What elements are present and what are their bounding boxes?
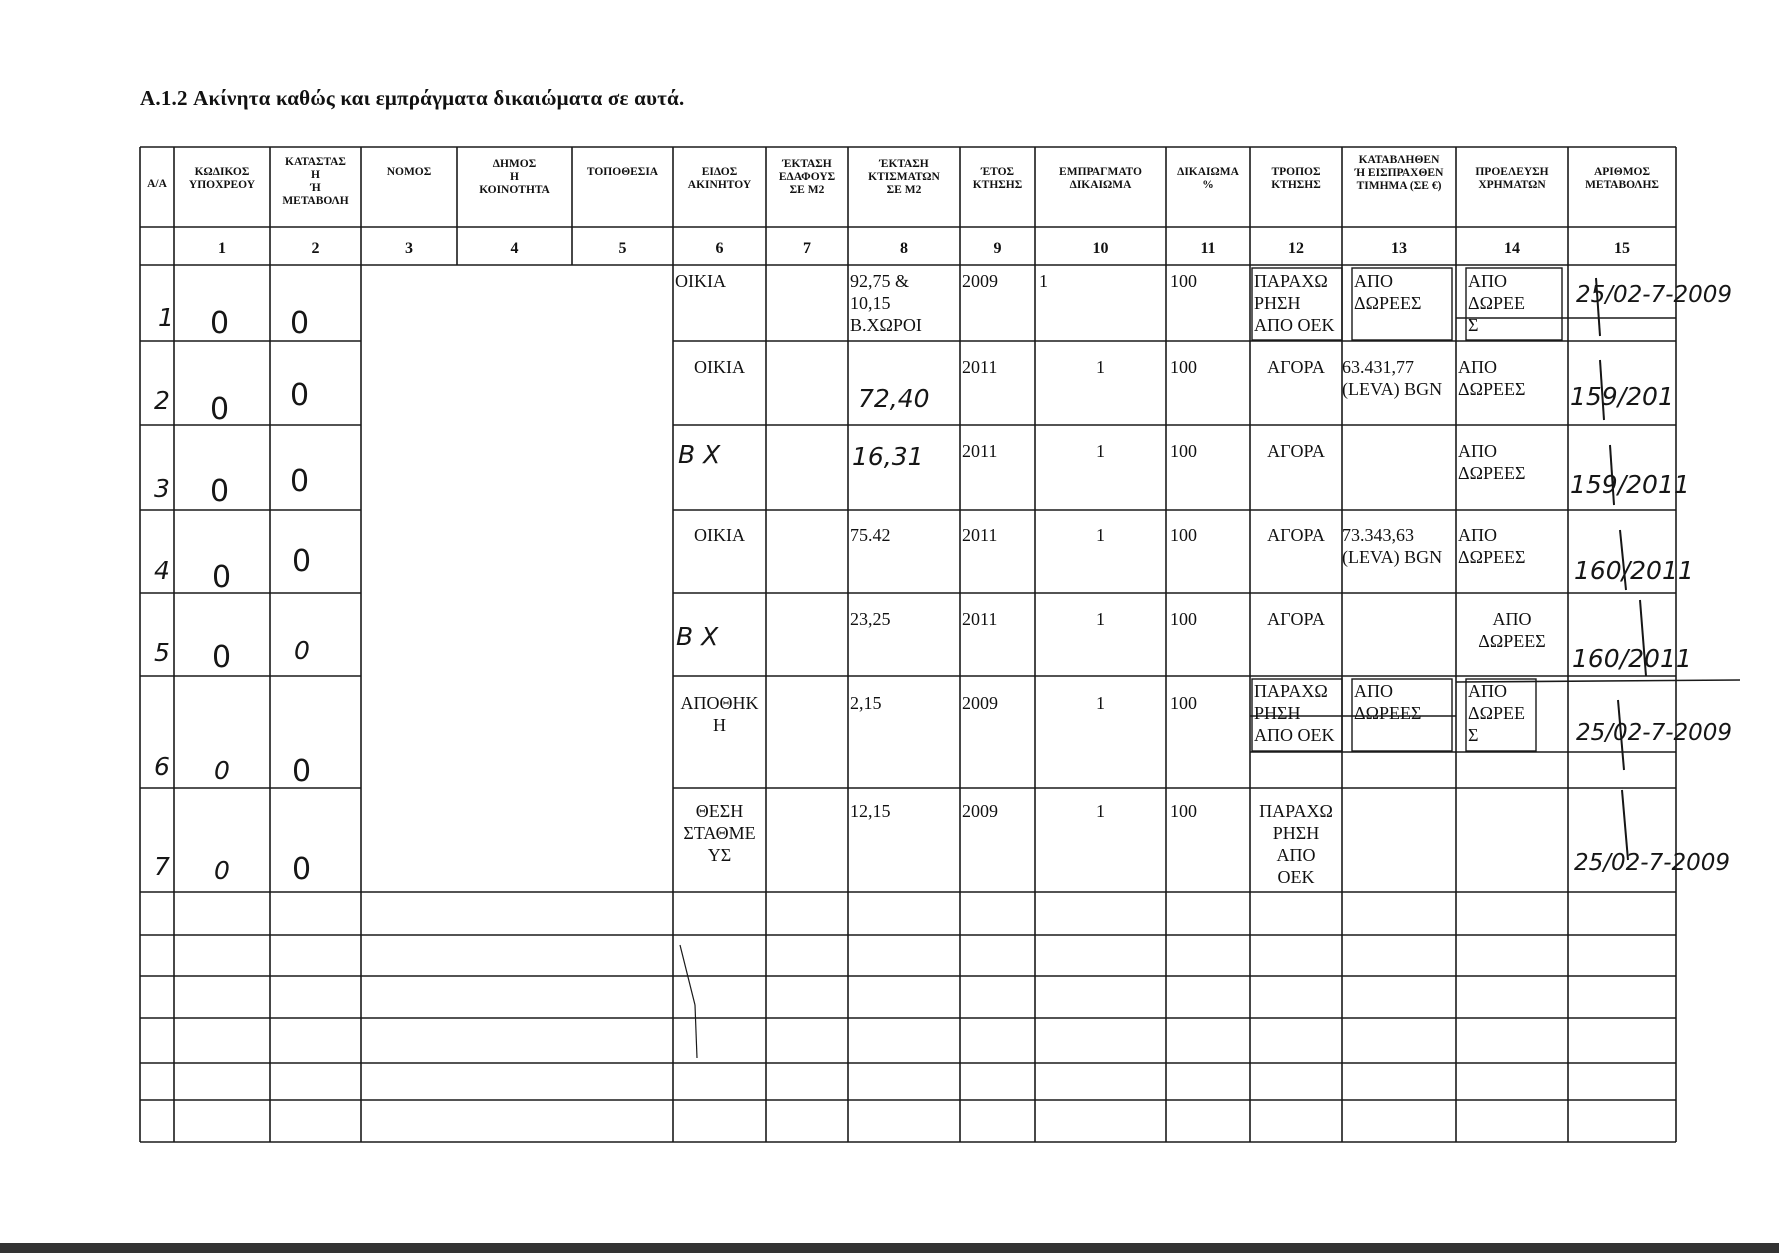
header-acquisition-method: ΤΡΟΠΟΣ ΚΤΗΣΗΣ [1271,166,1321,191]
row-change: 160/2011 [1572,644,1692,673]
col-num-2: 2 [311,240,320,257]
row-building-area: 92,75 & 10,15 Β.ΧΩΡΟΙ [850,271,922,335]
col-num-11: 11 [1200,240,1216,257]
row-code: 0 [210,306,230,341]
row-code: 0 [210,474,230,509]
header-code: ΚΩΔΙΚΟΣ ΥΠΟΧΡΕΟΥ [188,166,256,191]
row-year: 2011 [962,357,998,377]
row-percent: 100 [1170,801,1197,821]
col-num-4: 4 [510,240,519,257]
row-right: 1 [1096,441,1105,461]
col-num-1: 1 [218,240,226,257]
row-building-area: 2,15 [850,693,882,713]
row-building-area: 72,40 [858,384,930,413]
row-year: 2011 [962,609,998,629]
header-change-number: ΑΡΙΘΜΟΣ ΜΕΤΑΒΟΛΗΣ [1585,166,1659,191]
row-price: 63.431,77 (LEVA) BGN [1342,357,1443,399]
row-building-area: 12,15 [850,801,891,821]
row-source: ΑΠΟ ΔΩΡΕΕ Σ [1468,271,1525,335]
row-year: 2011 [962,525,998,545]
row-change: 25/02-7-2009 [1574,850,1731,876]
row-year: 2009 [962,801,998,821]
row-status: 0 [292,754,312,789]
row-building-area: 16,31 [852,442,924,471]
col-num-9: 9 [993,240,1002,257]
header-year: ΈΤΟΣ ΚΤΗΣΗΣ [972,166,1023,191]
row-aa: 7 [154,852,170,881]
col-num-15: 15 [1614,240,1630,257]
row-aa: 3 [154,474,170,503]
header-location: ΤΟΠΟΘΕΣΙΑ [586,166,659,178]
row-aa: 6 [154,752,170,781]
header-funds-source: ΠΡΟΕΛΕΥΣΗ ΧΡΗΜΑΤΩΝ [1475,166,1549,191]
row-percent: 100 [1170,609,1197,629]
col-num-13: 13 [1391,240,1407,257]
row-year: 2009 [962,693,998,713]
row-method: ΠΑΡΑΧΩ ΡΗΣΗ ΑΠΟ ΟΕΚ [1259,801,1333,887]
scan-edge-bar [0,1243,1779,1253]
row-percent: 100 [1170,525,1197,545]
row-change: 160/2011 [1574,556,1694,585]
row-source: ΑΠΟ ΔΩΡΕΕΣ [1458,441,1526,483]
header-price: ΚΑΤΑΒΛΗΘΕΝ Ή ΕΙΣΠΡΑΧΘΕΝ ΤΙΜΗΜΑ (ΣΕ €) [1354,154,1444,192]
col-num-12: 12 [1288,240,1304,257]
row-code: 0 [210,392,230,427]
row-right: 1 [1039,271,1048,291]
row-source: ΑΠΟ ΔΩΡΕΕ Σ [1468,681,1525,745]
row-type: ΟΙΚΙΑ [675,271,726,291]
row-status: 0 [290,378,310,413]
row-price: ΑΠΟ ΔΩΡΕΕΣ [1354,681,1422,723]
header-right: ΕΜΠΡΑΓΜΑΤΟ ΔΙΚΑΙΩΜΑ [1059,166,1142,191]
row-price: 73.343,63 (LEVA) BGN [1342,525,1443,567]
col-num-3: 3 [405,240,413,257]
row-source: ΑΠΟ ΔΩΡΕΕΣ [1478,609,1546,651]
header-building-area: ΈΚΤΑΣΗ ΚΤΙΣΜΑΤΩΝ ΣΕ Μ2 [868,158,940,196]
row-status: 0 [294,636,310,665]
row-percent: 100 [1170,693,1197,713]
row-building-area: 23,25 [850,609,891,629]
row-aa: 5 [154,638,170,667]
row-change: 159/2011 [1570,470,1690,499]
header-status: ΚΑΤΑΣΤΑΣ Η Ή ΜΕΤΑΒΟΛΗ [282,156,349,207]
row-code: 0 [214,756,230,785]
row-change: 25/02-7-2009 [1576,282,1733,308]
row-status: 0 [290,464,310,499]
row-type: Β Χ [678,440,721,469]
row-aa: 2 [154,386,170,415]
row-aa: 1 [158,303,174,332]
col-num-10: 10 [1092,240,1109,257]
header-aa: Α/Α [147,178,167,190]
row-right: 1 [1096,801,1105,821]
row-type: Β Χ [676,622,719,651]
header-property-type: ΕΙΔΟΣ ΑΚΙΝΗΤΟΥ [687,166,752,191]
row-type: ΘΕΣΗ ΣΤΑΘΜΕ ΥΣ [683,801,756,865]
row-source: ΑΠΟ ΔΩΡΕΕΣ [1458,357,1526,399]
row-method: ΠΑΡΑΧΩ ΡΗΣΗ ΑΠΟ ΟΕΚ [1254,271,1335,335]
row-method: ΑΓΟΡΑ [1267,609,1325,629]
row-source: ΑΠΟ ΔΩΡΕΕΣ [1458,525,1526,567]
header-prefecture: ΝΟΜΟΣ [386,166,432,178]
row-percent: 100 [1170,441,1197,461]
row-status: 0 [292,852,312,887]
header-land-area: ΈΚΤΑΣΗ ΕΔΑΦΟΥΣ ΣΕ Μ2 [778,158,836,196]
row-percent: 100 [1170,357,1197,377]
row-aa: 4 [154,556,170,585]
row-method: ΑΓΟΡΑ [1267,357,1325,377]
header-municipality: ΔΗΜΟΣ Η ΚΟΙΝΟΤΗΤΑ [479,158,550,196]
col-num-14: 14 [1504,240,1520,257]
row-method: ΠΑΡΑΧΩ ΡΗΣΗ ΑΠΟ ΟΕΚ [1254,681,1335,745]
row-type: ΟΙΚΙΑ [694,357,745,377]
row-method: ΑΓΟΡΑ [1267,525,1325,545]
col-num-7: 7 [803,240,811,257]
row-right: 1 [1096,693,1105,713]
row-year: 2009 [962,271,998,291]
row-method: ΑΓΟΡΑ [1267,441,1325,461]
row-percent: 100 [1170,271,1197,291]
row-change: 159/201 [1570,382,1674,411]
row-change: 25/02-7-2009 [1576,720,1733,746]
row-right: 1 [1096,357,1105,377]
col-num-6: 6 [715,240,724,257]
row-code: 0 [212,560,232,595]
row-code: 0 [214,856,230,885]
col-num-8: 8 [900,240,908,257]
row-price: ΑΠΟ ΔΩΡΕΕΣ [1354,271,1422,313]
col-num-5: 5 [618,240,627,257]
page-title: A.1.2 Ακίνητα καθώς και εμπράγματα δικαιώματα σε αυτά. [140,86,685,110]
header-percent: ΔΙΚΑΙΩΜΑ % [1177,166,1239,191]
row-building-area: 75.42 [850,525,891,545]
row-right: 1 [1096,609,1105,629]
row-status: 0 [290,306,310,341]
row-year: 2011 [962,441,998,461]
row-status: 0 [292,544,312,579]
row-type: ΑΠΟΘΗΚ Η [680,693,759,735]
row-right: 1 [1096,525,1105,545]
row-code: 0 [212,640,232,675]
row-type: ΟΙΚΙΑ [694,525,745,545]
